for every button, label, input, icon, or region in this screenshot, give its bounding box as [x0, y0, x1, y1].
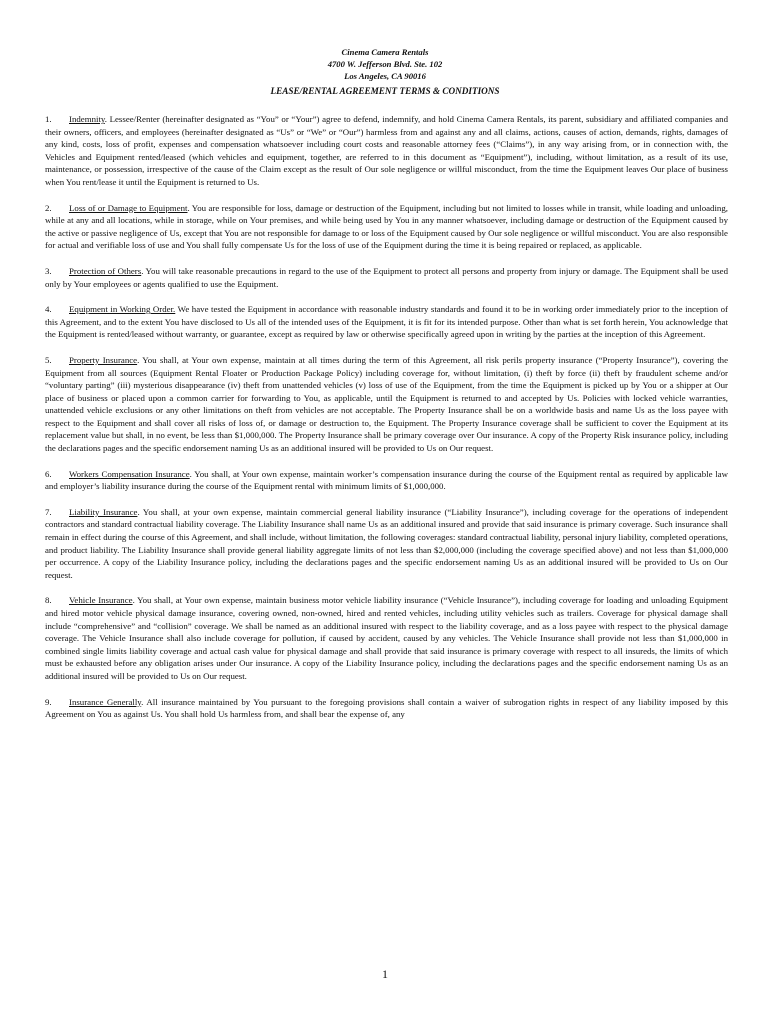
clause-text: . You shall, at Your own expense, maintain worker’s compensation insurance during the course of the Equipment rental as required by applicable law and employer’s liability insurance during the course of the Equipment rental with minimum limits of $1,000,000. — [45, 468, 728, 492]
clause-number: 9. — [45, 696, 52, 707]
clause-text: We have tested the Equipment in accordance with reasonable industry standards and found it to be in working order immediately prior to the inception of this Agreement, and to the extent You have disclosed to Us all of the intended uses of the Equipment, it is fit for its intended purpose. Other than what is set forth herein, You acknowledge that the Equipment is rented/leased without warranty, or guarantee, except as required by law or otherwise specifically agreed upon in writing by the parties at the inception of this Agreement. — [45, 304, 728, 340]
clause-number: 8. — [45, 595, 52, 606]
clause-heading: Property Insurance — [69, 354, 138, 365]
clause-9 — [45, 696, 728, 721]
clause-3 — [45, 265, 728, 290]
clause-5 — [45, 354, 728, 455]
clause-text: . You shall, at Your own expense, maintain at all times during the term of this Agreement, all risk perils property insurance (“Property Insurance”), covering the Equipment from all sources (Equipment Rental Floater or Production Package Policy) including coverage for, without limitation, (i) theft by force (ii) theft by fraudulent scheme and/or “voluntary parting” (iii) mysterious disappearance (iv) theft from unattended vehicles (v) loss of use of the Equipment, from the time the Equipment is picked up by You or a shipper at Our place of business or placed upon a common carrier for forwarding to You, as applicable, until the Equipment is returned to and accepted by Us. Policies with locked vehicle warranties, unattended vehicle exclusions or any other limitations on theft from vehicles are not acceptable. The Property Insurance shall be on a worldwide basis and name Us as the loss payee with respect to the Equipment and shall cover all risks of loss of, or damage or destruction to, the Equipment. The Property Insurance coverage shall be sufficient to cover the Equipment at its replacement value but shall, in no event, be less than $1,000,000. The Property Insurance shall be primary coverage over Our insurance. A copy of the Property Risk insurance policy, including the declarations pages and the specific endorsement naming Us as an additional insured will be provided to Us on Our request. — [45, 354, 728, 454]
company-name: Cinema Camera Rentals — [341, 47, 429, 57]
clause-number: 2. — [45, 202, 52, 213]
clause-number: 3. — [45, 265, 52, 276]
clause-6 — [45, 468, 728, 493]
clause-2 — [45, 202, 728, 252]
clause-text: . You shall, at Your own expense, maintain business motor vehicle liability insurance (“Vehicle Insurance”), including coverage for loading and unloading Equipment and hired motor vehicle physical damage insurance, covering owned, non-owned, hired and rented vehicles, including utility vehicles such as trailers. Coverage for physical damage shall include “comprehensive” and “collision” coverage. We shall be named as an additional insured with respect to the liability coverage, and as a loss payee with respect to the physical damage coverage. The Vehicle Insurance shall also include coverage for pollution, if caused by accident, caused by any vehicles. The Vehicle Insurance shall provide not less than $1,000,000 in combined single limits liability coverage and actual cash value for physical damage and shall provide that said insurance is primary coverage with respect to all insureds, the limits of which must be exhausted before any obligation arises under Our insurance. A copy of the Liability Insurance policy, including the declarations pages and the specific endorsement naming Us as an additional insured will be provided to Us on Our request. — [45, 595, 728, 681]
clause-text: . All insurance maintained by You pursuant to the foregoing provisions shall contain a waiver of subrogation rights in respect of any liability imposed by this Agreement on You as against Us. You shall hold Us harmless from, and shall bear the expense of, any — [45, 696, 728, 720]
clause-number: 4. — [45, 304, 52, 315]
document-header — [0, 46, 770, 98]
clause-1 — [45, 113, 728, 189]
clause-heading: Loss of or Damage to Equipment — [69, 202, 188, 213]
page-number: 1 — [382, 967, 388, 981]
clause-text: . You shall, at your own expense, maintain commercial general liability insurance (“Liability Insurance”), including coverage for the operations of independent contractors and standard contractual liability coverage. The Liability Insurance shall name Us as an additional insured and provide that said insurance is primary coverage. Such insurance shall remain in effect during the course of this Agreement, and shall include, without limitation, the following coverages: standard contractual liability, personal injury liability, completed operations, and product liability. The Liability Insurance shall provide general liability aggregate limits of not less than $2,000,000 (including the coverage specified above) and not less than $1,000,000 per occurrence. A copy of the Liability Insurance policy, including the declarations pages and the specific endorsement naming Us as an additional insured will be provided to Us on Our request. — [45, 506, 728, 580]
clause-heading: Insurance Generally — [69, 696, 142, 707]
clause-number: 1. — [45, 114, 52, 124]
clause-number: 5. — [45, 354, 52, 365]
clause-text: . You are responsible for loss, damage or destruction of the Equipment, including but not limited to losses while in transit, while loading and unloading, while at any and all locations, while in storage, while on Your premises, and while being used by You in any manner whatsoever, including damage or destruction of the Equipment caused by the active or passive negligence of Us, except that You are not responsible for damage to or loss of the Equipment caused by Our sole negligence or willful misconduct. You are also responsible for actual and verifiable loss of use and You shall fully compensate Us for the loss of use of the Equipment during the time it is being repaired or replaced, as applicable. — [45, 202, 728, 251]
company-address-line2: Los Angeles, CA 90016 — [344, 71, 426, 81]
clause-number: 7. — [45, 506, 52, 517]
clause-heading: Protection of Others — [69, 265, 142, 276]
clause-heading: Liability Insurance — [69, 506, 138, 517]
clause-number: 6. — [45, 468, 52, 479]
clause-text: . Lessee/Renter (hereinafter designated as “You” or “Your”) agree to defend, indemnify, and hold Cinema Camera Rentals, its parent, subsidiary and affiliated companies and their owners, officers, and employees (hereinafter designated as “Us” or “We” or “Our”) harmless from and against any and all claims, actions, causes of action, demands, rights, damages of any kind, costs, loss of profit, expenses and compensation whatsoever including court costs and reasonable attorney fees (“Claims”), in any way arising from, or in connection with, the Vehicles and Equipment rented/leased (which vehicles and equipment, together, are referred to in this document as “Equipment”), including, without limitation, as a result of its use, maintenance, or possession, irrespective of the cause of the Claim except as the result of Our sole negligence or willful misconduct, from the time the Equipment leaves Our place of business when You rent/lease it until the Equipment is returned to Us. — [45, 114, 728, 187]
clause-8 — [45, 594, 728, 682]
clause-heading: Indemnity — [69, 114, 105, 124]
clause-text: . You will take reasonable precautions in regard to the use of the Equipment to protect all persons and property from injury or damage. The Equipment shall be used only by Your employees or agents qualified to use the Equipment. — [45, 265, 729, 289]
clause-heading: Workers Compensation Insurance — [69, 468, 190, 479]
document-body — [45, 113, 728, 734]
clause-heading: Vehicle Insurance — [69, 595, 133, 606]
document-title: LEASE/RENTAL AGREEMENT TERMS & CONDITIONS — [270, 86, 500, 96]
company-address-line1: 4700 W. Jefferson Blvd. Ste. 102 — [327, 59, 443, 69]
clause-7 — [45, 506, 728, 582]
clause-4 — [45, 303, 728, 341]
clause-heading: Equipment in Working Order. — [69, 304, 176, 315]
